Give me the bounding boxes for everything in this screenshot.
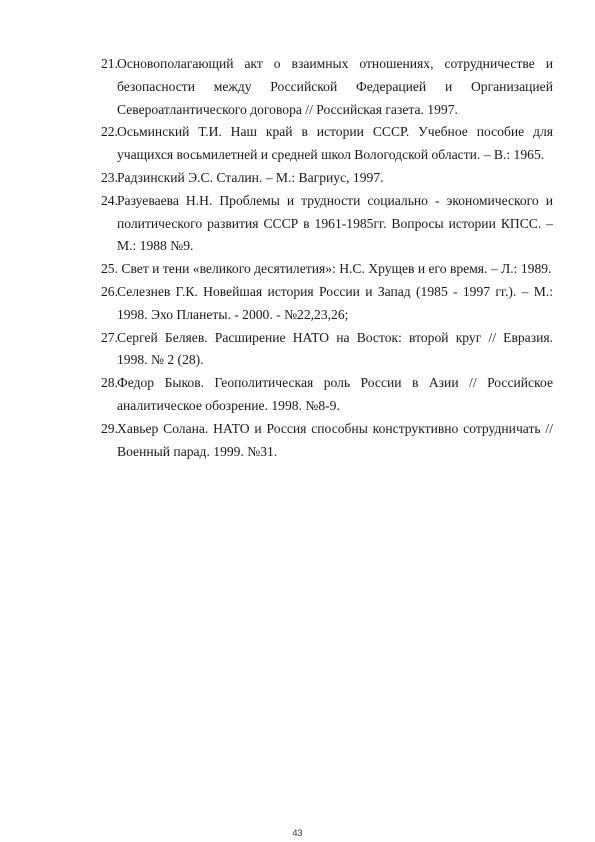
reference-item-26 xyxy=(88,281,553,327)
reference-item-27 xyxy=(88,327,553,373)
reference-number: 28. xyxy=(101,375,118,391)
reference-number: 23. xyxy=(101,169,118,185)
reference-text: Хавьер Солана. НАТО и Россия способны конструктивно сотрудничать // Военный парад. 1999. №31. xyxy=(117,420,553,459)
reference-number: 29. xyxy=(101,420,118,436)
page-number: 43 xyxy=(292,828,303,838)
reference-number: 25. xyxy=(101,261,118,277)
reference-number: 21. xyxy=(101,56,118,71)
reference-text: Основополагающий акт о взаимных отношениях, сотрудничестве и безопасности между Российской Федерацией и Организацией Североатлантического договора // Российская газета. 1997. xyxy=(117,56,553,117)
reference-item-22 xyxy=(88,121,553,167)
reference-item-24 xyxy=(88,190,553,258)
reference-item-23 xyxy=(88,167,553,190)
reference-number: 26. xyxy=(101,283,118,299)
reference-text: Разуеваева Н.Н. Проблемы и трудности социально - экономического и политического развития СССР в 1961-1985гг. Вопросы истории КПСС. – М.: 1988 №9. xyxy=(117,192,553,254)
reference-item-25 xyxy=(88,258,553,281)
reference-text: Сергей Беляев. Расширение НАТО на Восток: второй круг // Евразия. 1998. № 2 (28). xyxy=(117,329,553,368)
reference-number: 22. xyxy=(101,124,118,140)
reference-text: Осьминский Т.И. Наш край в истории СССР. Учебное пособие для учащихся восьмилетней и средней школ Вологодской области. – В.: 1965. xyxy=(117,124,553,163)
reference-item-21 xyxy=(88,53,553,121)
reference-item-28 xyxy=(88,372,553,418)
reference-number: 24. xyxy=(101,192,118,208)
reference-text: Федор Быков. Геополитическая роль России в Азии // Российское аналитическое обозрение. 1998. №8-9. xyxy=(117,375,553,413)
reference-text: Свет и тени «великого десятилетия»: Н.С. Хрущев и его время. – Л.: 1989. xyxy=(118,261,552,277)
reference-text: Селезнев Г.К. Новейшая история России и Запад (1985 - 1997 гг.). – М.: 1998. Эхо Планеты. - 2000. - №22,23,26; xyxy=(117,283,553,322)
reference-text: Радзинский Э.С. Сталин. – М.: Вагриус, 1997. xyxy=(117,169,384,185)
reference-item-29 xyxy=(88,418,553,464)
reference-list xyxy=(88,53,553,463)
reference-number: 27. xyxy=(101,329,118,345)
